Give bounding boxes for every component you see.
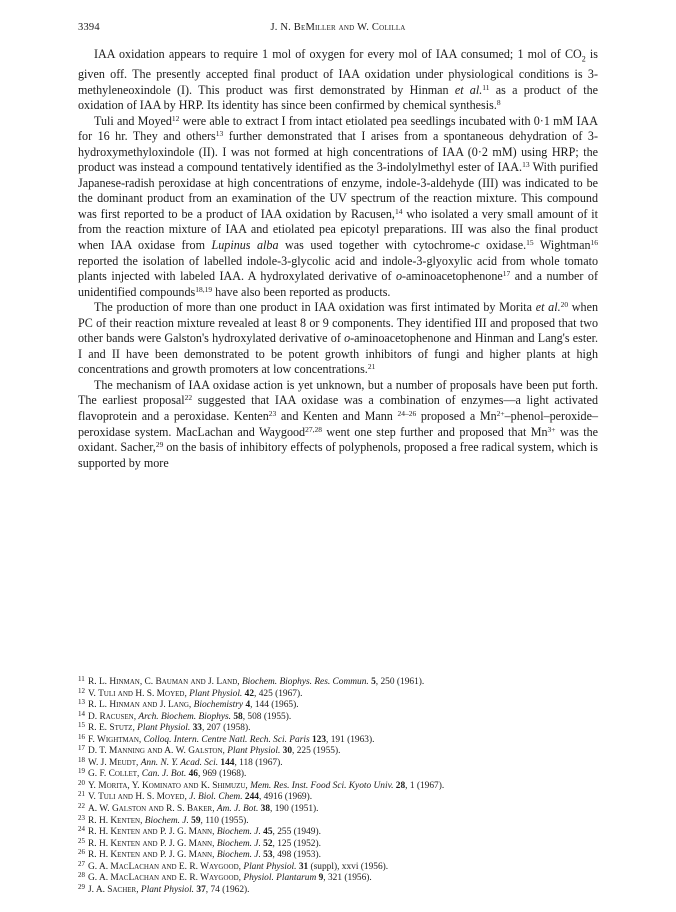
reference-item: 26 R. H. Kenten and P. J. G. Mann, Biochem. J. 53, 498 (1953). — [78, 848, 321, 861]
reference-item: 21 V. Tuli and H. S. Moyed, J. Biol. Chem. 244, 4916 (1969). — [78, 790, 313, 803]
reference-item: 18 W. J. Meudt, Ann. N. Y. Acad. Sci. 144, 118 (1967). — [78, 755, 283, 768]
reference-item: 13 R. L. Hinman and J. Lang, Biochemistry 4, 144 (1965). — [78, 698, 299, 711]
journal-title: Plant Physiol. — [243, 861, 297, 872]
body-text — [78, 47, 598, 471]
journal-title: Biochem. J. — [144, 815, 189, 826]
text-run: Wightman — [533, 237, 591, 252]
citation-mark: 14 — [394, 206, 403, 216]
volume-number: 5 — [371, 677, 376, 687]
journal-title: Colloq. Intern. Centre Natl. Rech. Sci. Paris — [143, 734, 310, 745]
italic-text: et al. — [454, 82, 483, 97]
volume-number: 9 — [318, 873, 324, 884]
reference-authors: V. Tuli and H. S. Moyed, — [88, 688, 190, 699]
charge-superscript: 2+ — [496, 408, 505, 418]
reference-item: 23 R. H. Kenten, Biochem. J. 59, 110 (1955). — [78, 813, 249, 826]
text-run: The production of more than one product in IAA oxidation was first intimated by Morita — [94, 300, 536, 315]
volume-number: 53 — [263, 850, 273, 861]
journal-title: Physiol. Plantarum — [243, 873, 317, 884]
volume-number: 52 — [263, 838, 273, 849]
volume-number: 42 — [244, 688, 254, 699]
journal-title: Plant Physiol. — [140, 884, 195, 895]
text-run: The mechanism of IAA oxidase action is yet unknown, but a number of proposals have been put forth. The earliest proposal — [78, 377, 598, 408]
text-run: is given off. The presently accepted final product of IAA oxidation under physiological conditions is 3-methyleneoxindole (I). This product was first demonstrated by Hinman — [78, 47, 599, 97]
reference-authors: W. J. Meudt, — [88, 757, 141, 768]
reference-item: 20 Y. Morita, Y. Kominato and K. Shimuzu, Mem. Res. Inst. Food Sci. Kyoto Univ. 28, 1 (1967). — [78, 778, 445, 791]
journal-title: Biochem. J. — [216, 850, 261, 861]
citation-mark: 8 — [496, 98, 501, 108]
citation-mark: 29 — [155, 440, 164, 450]
volume-number: 31 — [298, 861, 309, 872]
text-run: who isolated a very small amount of it from the reaction mixture of IAA and etiolated pea epicotyl preparations. III was also the final product when IAA oxidase from — [78, 206, 599, 252]
citation-mark: 15 — [526, 237, 534, 247]
reference-item: 25 R. H. Kenten and P. J. G. Mann, Biochem. J. 52, 125 (1952). — [78, 836, 321, 849]
italic-text: c — [474, 237, 480, 252]
journal-title: Biochem. J. — [216, 838, 261, 849]
volume-number: 38 — [260, 804, 271, 815]
reference-authors: R. H. Kenten, — [88, 815, 145, 826]
citation-mark: 21 — [367, 362, 376, 372]
text-run: With purified Japanese-radish peroxidase at high concentrations of enzyme, indole-3-aldehyde (III) was indicated to be the dominant product from an examination of the UV spectrum of the reaction mixture. This compound was first reported to be a product of IAA oxidation by Racusen, — [78, 160, 598, 221]
text-run: was the oxidant. Sacher, — [78, 424, 598, 455]
journal-title: Can. J. Bot. — [141, 769, 187, 780]
reference-item: 27 G. A. MacLachan and E. R. Waygood, Plant Physiol. 31 (suppl), xxvi (1956). — [78, 859, 389, 872]
reference-pages: , 110 (1955). — [200, 815, 249, 826]
charge-superscript: 3+ — [547, 424, 556, 434]
text-run: have also been reported as products. — [212, 284, 391, 299]
journal-title: Am. J. Bot. — [216, 804, 259, 815]
text-run: as a product of the oxidation of IAA by HRP. Its identity has since been confirmed by chemical synthesis. — [78, 82, 598, 113]
volume-number: 58 — [233, 711, 243, 722]
reference-authors: G. A. MacLachan and E. R. Waygood, — [88, 861, 244, 872]
volume-number: 244 — [244, 792, 259, 803]
volume-number: 46 — [188, 769, 198, 780]
journal-title: Plant Physiol. — [137, 723, 191, 734]
citation-mark: 27,28 — [305, 424, 322, 434]
reference-pages: , 255 (1949). — [272, 827, 321, 838]
text-run: and a number of unidentified compounds — [78, 269, 598, 299]
reference-item: 16 F. Wightman, Colloq. Intern. Centre Natl. Rech. Sci. Paris 123, 191 (1963). — [78, 732, 375, 745]
citation-mark: 17 — [502, 269, 511, 279]
italic-text: o — [344, 331, 351, 346]
text-run: Tuli and Moyed — [94, 113, 172, 128]
reference-pages: , 225 (1955). — [292, 746, 341, 757]
reference-authors: R. H. Kenten and P. J. G. Mann, — [88, 827, 217, 838]
text-run: when PC of their reaction mixture revealed at least 8 or 9 components. They identified III and proposed that two other bands were Galston's hydroxylated derivative of — [78, 300, 599, 346]
reference-pages: , 207 (1958). — [201, 723, 251, 734]
reference-authors: J. A. Sacher, — [88, 884, 141, 895]
reference-item: 19 G. F. Collet, Can. J. Bot. 46, 969 (1968). — [78, 767, 247, 780]
running-title: J. N. BeMiller and W. Colilla — [270, 22, 406, 33]
reference-authors: R. L. Hinman and J. Lang, — [88, 700, 194, 711]
volume-number: 4 — [245, 700, 251, 711]
journal-title: Plant Physiol. — [227, 746, 281, 757]
volume-number: 33 — [192, 723, 202, 734]
volume-number: 123 — [311, 734, 327, 745]
text-run: reported the isolation of labelled indole-3-glycolic acid and indole-3-glyoxylic acid from whole tomato plants injected with labeled IAA. A hydroxylated derivative of — [78, 253, 598, 284]
citation-mark: 13 — [215, 129, 224, 139]
text-run: suggested that IAA oxidase was a combination of enzymes—a light activated flavoprotein and a peroxidase. Kenten — [78, 393, 598, 423]
text-run: –phenol–peroxide–peroxidase system. MacLachan and Waygood — [78, 408, 598, 439]
text-run: oxidase. — [479, 237, 527, 252]
citation-mark: 23 — [268, 408, 277, 418]
text-run: proposed a Mn — [416, 408, 497, 423]
italic-text: Lupinus alba — [211, 237, 279, 252]
text-run: went one step further and proposed that Mn — [321, 424, 548, 439]
reference-authors: R. L. Hinman, C. Bauman and J. Land, — [88, 677, 242, 687]
text-run: -aminoacetophenone and Hinman and Lang's ester. I and II have been demonstrated to be potent growth inhibitors of fungi and higher plants at high concentrations and growth promoters at low concentrations. — [78, 331, 598, 377]
paragraph — [78, 47, 598, 114]
text-run: and Kenten and Mann — [276, 408, 398, 423]
reference-list — [78, 677, 598, 896]
journal-title: Ann. N. Y. Acad. Sci. — [140, 757, 219, 768]
reference-authors: V. Tuli and H. S. Moyed, — [88, 792, 190, 803]
reference-pages: (suppl), xxvi (1956). — [308, 861, 389, 872]
reference-pages: , 74 (1962). — [205, 884, 250, 895]
reference-pages: , 498 (1953). — [272, 850, 321, 861]
journal-title: Plant Physiol. — [189, 688, 243, 699]
reference-authors: Y. Morita, Y. Kominato and K. Shimuzu, — [88, 780, 251, 791]
citation-mark: 18,19 — [195, 284, 213, 294]
paragraph — [78, 378, 598, 471]
citation-mark: 16 — [590, 237, 598, 247]
text-run: was used together with cytochrome- — [278, 237, 475, 252]
journal-title: Biochem. J. — [216, 827, 261, 838]
reference-pages: , 425 (1967). — [254, 688, 303, 699]
journal-title: Arch. Biochem. Biophys. — [138, 711, 232, 722]
subscript: 2 — [581, 54, 586, 64]
reference-authors: R. E. Stutz, — [88, 723, 138, 734]
reference-pages: , 508 (1955). — [242, 711, 292, 722]
reference-pages: , 250 (1961). — [375, 677, 425, 687]
citation-mark: 13 — [522, 160, 530, 170]
italic-text: et al. — [535, 300, 561, 315]
volume-number: 30 — [282, 746, 293, 757]
reference-pages: , 125 (1952). — [272, 838, 321, 849]
journal-title: Biochemistry — [193, 700, 244, 711]
reference-pages: , 118 (1967). — [234, 757, 283, 768]
paragraph — [78, 300, 598, 378]
reference-authors: G. A. MacLachan and E. R. Waygood, — [88, 873, 244, 884]
volume-number: 28 — [395, 780, 406, 791]
reference-item: 17 D. T. Manning and A. W. Galston, Plant Physiol. 30, 225 (1955). — [78, 744, 341, 757]
reference-pages: , 191 (1963). — [326, 734, 375, 745]
reference-authors: A. W. Galston and R. S. Baker, — [88, 804, 217, 815]
journal-title: Mem. Res. Inst. Food Sci. Kyoto Univ. — [250, 780, 394, 791]
italic-text: o — [395, 269, 403, 284]
text-run: on the basis of inhibitory effects of polyphenols, proposed a free radical system, which is supported by more — [78, 440, 598, 470]
reference-authors: D. Racusen, — [88, 711, 139, 722]
reference-authors: G. F. Collet, — [88, 769, 142, 780]
citation-mark: 22 — [184, 393, 193, 403]
reference-pages: , 321 (1956). — [323, 873, 372, 884]
citation-mark: 20 — [560, 300, 569, 310]
volume-number: 37 — [196, 884, 206, 895]
reference-pages: , 4916 (1969). — [258, 792, 313, 803]
reference-item: 11 R. L. Hinman, C. Bauman and J. Land, Biochem. Biophys. Res. Commun. 5, 250 (1961). — [78, 675, 425, 687]
reference-pages: , 1 (1967). — [405, 780, 445, 791]
reference-authors: R. H. Kenten and P. J. G. Mann, — [88, 850, 217, 861]
page-header — [78, 22, 598, 38]
reference-pages: , 969 (1968). — [197, 769, 247, 780]
text-run: further demonstrated that I arises from a spontaneous dehydration of 3-hydroxymethyloxindole (II). I was not formed at high concentrations of IAA (0·2 mM) using HRP; the product was instead a compound tentatively identified as the 3-indolylmethyl ester of IAA. — [78, 129, 599, 175]
page-number: 3394 — [78, 22, 100, 33]
text-run: IAA oxidation appears to require 1 mol of oxygen for every mol of IAA consumed; 1 mol of CO — [94, 47, 582, 61]
reference-item: 29 J. A. Sacher, Plant Physiol. 37, 74 (1962). — [78, 882, 250, 895]
reference-authors: R. H. Kenten and P. J. G. Mann, — [88, 838, 217, 849]
text-run: -aminoacetophenone — [402, 269, 503, 284]
citation-mark: 11 — [482, 82, 490, 92]
reference-item: 28 G. A. MacLachan and E. R. Waygood, Physiol. Plantarum 9, 321 (1956). — [78, 871, 372, 884]
journal-title: Biochem. Biophys. Res. Commun. — [241, 677, 369, 687]
reference-authors: F. Wightman, — [88, 734, 144, 745]
reference-authors: D. T. Manning and A. W. Galston, — [88, 746, 228, 757]
reference-item: 22 A. W. Galston and R. S. Baker, Am. J. Bot. 38, 190 (1951). — [78, 802, 319, 815]
citation-mark: 12 — [171, 113, 180, 123]
text-run: were able to extract I from intact etiolated pea seedlings incubated with 0·1 mM IAA for 16 hr. They and others — [78, 113, 598, 144]
volume-number: 144 — [220, 757, 235, 768]
citation-mark: 24–26 — [397, 408, 417, 418]
volume-number: 59 — [191, 815, 201, 826]
paragraph — [78, 114, 598, 301]
reference-pages: , 144 (1965). — [250, 700, 299, 711]
volume-number: 45 — [263, 827, 273, 838]
reference-item: 24 R. H. Kenten and P. J. G. Mann, Biochem. J. 45, 255 (1949). — [78, 825, 321, 838]
reference-pages: , 190 (1951). — [270, 804, 319, 815]
reference-item: 14 D. Racusen, Arch. Biochem. Biophys. 58, 508 (1955). — [78, 709, 292, 722]
journal-title: J. Biol. Chem. — [189, 792, 243, 803]
reference-item: 15 R. E. Stutz, Plant Physiol. 33, 207 (1958). — [78, 721, 251, 734]
reference-item: 12 V. Tuli and H. S. Moyed, Plant Physiol. 42, 425 (1967). — [78, 686, 303, 699]
